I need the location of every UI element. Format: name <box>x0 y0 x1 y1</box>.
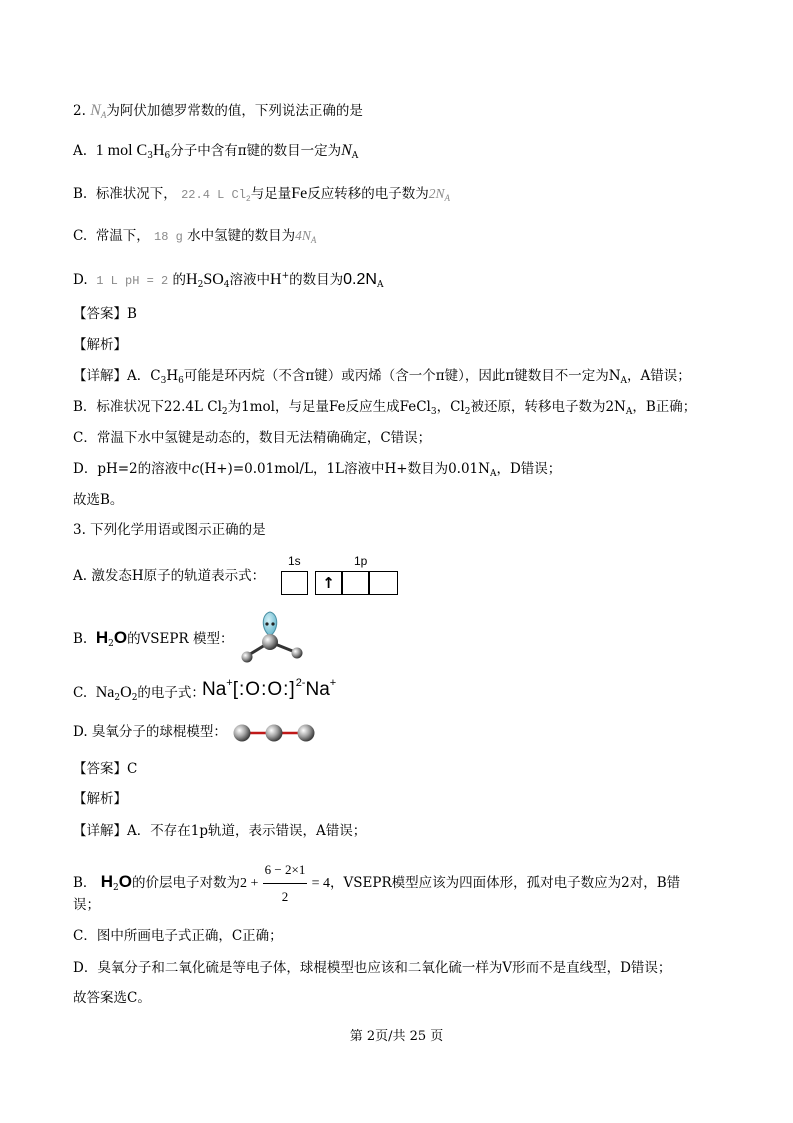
up-arrow-icon: ↑ <box>322 574 335 592</box>
q2-detail-c: C．常温下水中氢键是动态的，数目无法精确确定，C错误； <box>73 430 432 446</box>
valence-fraction: $\frac{6 - 2\times 1}{2}$ <box>263 857 308 910</box>
q2-option-b: B. 标准状况下， 22.4 L $Cl_2$与足量Fe反应转移的电子数为$2N_A$ <box>73 185 450 204</box>
q3-option-d: D. 臭氧分子的球棍模型： <box>73 724 227 740</box>
q3-detail-c: C．图中所画电子式正确，C正确； <box>73 928 283 944</box>
q2-stem: 2. $N_A$为阿伏加德罗常数的值，下列说法正确的是 <box>73 102 363 120</box>
q2-answer: 【答案】B <box>73 306 137 322</box>
q2-option-a: A. 1 mol $C_3H_6$分子中含有π键的数目一定为$N_A$ <box>73 142 359 161</box>
q3-detail-a: 【详解】A．不存在1p轨道，表示错误，A错误； <box>73 823 367 839</box>
q2-detail-a: 【详解】A．$C_3H_6$可能是环丙烷（不含π键）或丙烯（含一个π键），因此π键数目不一定为$N_A$，A错误； <box>73 368 691 386</box>
q3-option-b: B. $H_2O$的VSEPR 模型： <box>73 628 234 649</box>
orbital-label-1s: 1s <box>288 554 301 568</box>
page-footer: 第 2页/共 25 页 <box>349 1029 444 1044</box>
q2-option-d: D. 1 L pH = 2 的$H_2SO_4$溶液中H+的数目为$0.2N_A$ <box>73 271 384 290</box>
q3-detail-d: D．臭氧分子和二氧化硫是等电子体，球棍模型也应该和二氧化硫一样为V形而不是直线型，D错误； <box>73 960 672 976</box>
q2-conclusion: 故选B。 <box>73 492 124 508</box>
q2-detail-b: B．标准状况下22.4L $Cl_2$为1mol，与足量Fe反应生成FeCl$_3$，$Cl_2$被还原，转移电子数为$2N_A$，B正确； <box>73 399 697 417</box>
orbital-box-1p-2 <box>342 571 369 595</box>
q3-detail-b-cont: 误； <box>73 897 100 913</box>
ozone-ball-stick-icon <box>232 721 318 745</box>
q3-analysis-heading: 【解析】 <box>73 791 127 807</box>
q3-detail-b: B． $H_2O$的价层电子对数为2 + $\frac{6 - 2\times 1}{2}$ = 4，VSEPR模型应该为四面体形，孤对电子数应为2对，B错 <box>73 857 680 910</box>
q3-conclusion: 故答案选C。 <box>73 990 151 1006</box>
orbital-box-1p-1 <box>315 571 342 595</box>
q3-option-a: A. 激发态H原子的轨道表示式： <box>73 568 266 584</box>
q3-stem: 3. 下列化学用语或图示正确的是 <box>73 522 266 538</box>
q3-answer: 【答案】C <box>73 761 138 777</box>
orbital-label-1p: 1p <box>354 554 368 568</box>
q3-option-c: C. $Na_2O_2$的电子式： <box>73 684 205 703</box>
q2-option-c: C. 常温下， 18 g 水中氢键的数目为$4N_A$ <box>73 228 317 245</box>
q2-detail-d: D．pH=2的溶液中c(H+)=0.01mol/L，1L溶液中H+数目为$0.01N_A$，D错误； <box>73 461 562 479</box>
orbital-box-1s <box>281 571 308 595</box>
orbital-box-1p-3 <box>369 571 398 595</box>
sodium-peroxide-electron-formula: Na+[:O:O:]$^{2-}$Na+ <box>202 677 337 700</box>
q2-analysis-heading: 【解析】 <box>73 337 127 353</box>
vsepr-model-icon <box>237 610 317 668</box>
